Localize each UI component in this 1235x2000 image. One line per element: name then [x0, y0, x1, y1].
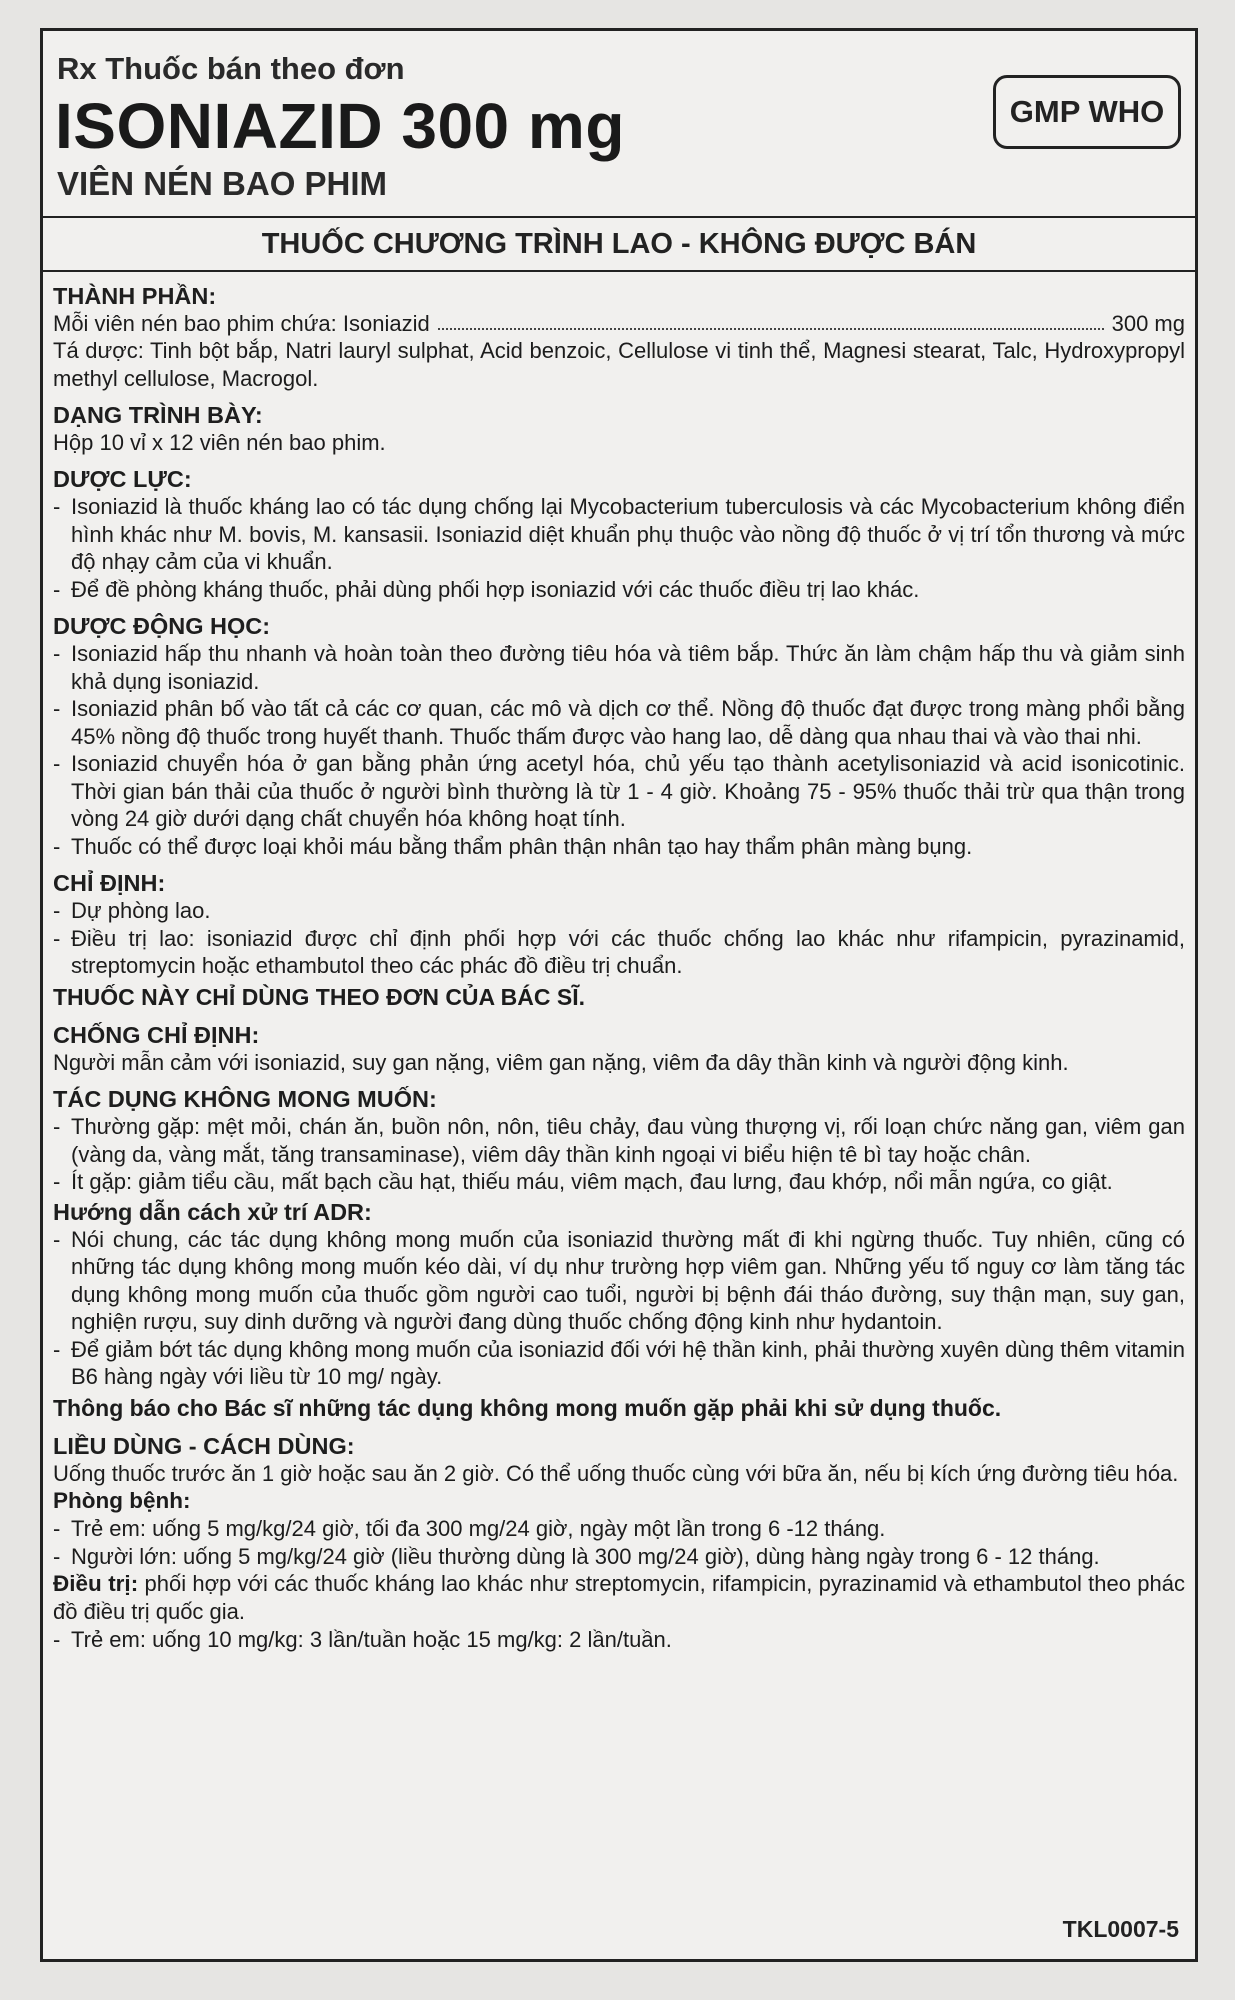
section-heading: DẠNG TRÌNH BÀY: [53, 402, 263, 428]
active-ingredient-row [53, 310, 1185, 337]
list-dash: - [53, 1226, 61, 1252]
list-item-text: Người lớn: uống 5 mg/kg/24 giờ (liều thường dùng là 300 mg/24 giờ), dùng hàng ngày trong 6 - 12 tháng. [71, 1543, 1100, 1569]
list-item-text: Isoniazid phân bố vào tất cả các cơ quan, các mô và dịch cơ thể. Nồng độ thuốc đạt được trong màng phổi bằng 45% nồng độ thuốc trong huyết thanh. Thuốc thấm được vào hang lao, dễ dàng qua nhau thai và vào thai nhi. [71, 696, 1185, 749]
list-item [53, 1543, 1185, 1571]
prevention-heading: Phòng bệnh: [53, 1488, 191, 1513]
section-heading: Hướng dẫn cách xử trí ADR: [53, 1198, 372, 1225]
leaflet-content [43, 272, 1195, 1653]
gmp-badge: GMP WHO [993, 75, 1181, 149]
list-dash: - [53, 925, 61, 951]
section-heading: LIỀU DÙNG - CÁCH DÙNG: [53, 1432, 355, 1459]
section-heading: THÀNH PHẦN: [53, 283, 217, 309]
list-item-text: Dự phòng lao. [71, 898, 211, 923]
list-item [53, 1515, 1185, 1543]
section-heading: CHỐNG CHỈ ĐỊNH: [53, 1021, 260, 1048]
program-notice: THUỐC CHƯƠNG TRÌNH LAO - KHÔNG ĐƯỢC BÁN [43, 218, 1195, 272]
list-item [53, 833, 1185, 861]
list-item [53, 925, 1185, 980]
list-dash: - [53, 751, 61, 776]
pharmacodynamics-section [53, 465, 1185, 603]
dot-leader [438, 328, 1104, 330]
list-dash: - [53, 494, 61, 519]
section-heading: CHỈ ĐỊNH: [53, 870, 166, 896]
list-dash: - [53, 576, 61, 602]
treatment-text: phối hợp với các thuốc kháng lao khác như streptomycin, rifampicin, pyrazinamid và ethambutol theo phác đồ điều trị quốc gia. [53, 1571, 1185, 1624]
dosage-form: VIÊN NÉN BAO PHIM [57, 165, 388, 202]
report-note: Thông báo cho Bác sĩ những tác dụng không mong muốn gặp phải khi sử dụng thuốc. [53, 1394, 1002, 1421]
leaflet-sheet [40, 28, 1198, 1962]
list-dash: - [53, 1516, 61, 1541]
list-dash: - [53, 898, 61, 923]
treatment-paragraph [53, 1570, 1185, 1626]
list-item-text: Để đề phòng kháng thuốc, phải dùng phối hợp isoniazid với các thuốc điều trị lao khác. [71, 576, 920, 602]
list-item [53, 897, 1185, 925]
list-item [53, 695, 1185, 750]
list-dash: - [53, 1169, 61, 1194]
contraindications-section [53, 1021, 1185, 1077]
leaflet-header [43, 31, 1195, 218]
list-item [53, 1626, 1185, 1654]
section-heading: TÁC DỤNG KHÔNG MONG MUỐN: [53, 1086, 437, 1112]
list-item-text: Thường gặp: mệt mỏi, chán ăn, buồn nôn, nôn, tiêu chảy, đau vùng thượng vị, rối loạn chức năng gan, viêm gan (vàng da, vàng mắt, tăng transaminase), viêm dây thần kinh ngoại vi biểu hiện tê bì tay hoặc chân. [71, 1114, 1185, 1167]
list-dash: - [53, 1543, 61, 1569]
dosage-intro: Uống thuốc trước ăn 1 giờ hoặc sau ăn 2 giờ. Có thể uống thuốc cùng với bữa ăn, nếu bị kích ứng đường tiêu hóa. [53, 1460, 1179, 1486]
pharmacokinetics-section [53, 612, 1185, 860]
adr-management-section [53, 1198, 1185, 1423]
list-dash: - [53, 696, 61, 721]
list-item [53, 1168, 1185, 1196]
excipients-text: Tá dược: Tinh bột bắp, Natri lauryl sulphat, Acid benzoic, Cellulose vi tinh thể, Magnesi stearat, Talc, Hydroxypropyl methyl cellulose, Macrogol. [53, 338, 1185, 391]
list-item-text: Thuốc có thể được loại khỏi máu bằng thẩm phân thận nhân tạo hay thẩm phân màng bụng. [71, 833, 973, 859]
product-name: ISONIAZID 300 mg [55, 90, 625, 162]
adverse-effects-section [53, 1085, 1185, 1196]
list-item-text: Trẻ em: uống 5 mg/kg/24 giờ, tối đa 300 mg/24 giờ, ngày một lần trong 6 -12 tháng. [71, 1516, 886, 1541]
list-item [53, 1226, 1185, 1336]
section-heading: DƯỢC LỰC: [53, 466, 192, 492]
treatment-label: Điều trị: [53, 1571, 139, 1596]
list-item-text: Điều trị lao: isoniazid được chỉ định phối hợp với các thuốc chống lao khác như rifampicin, pyrazinamid, streptomycin hoặc ethambutol theo các phác đồ điều trị chuẩn. [71, 925, 1185, 978]
active-ingredient-label: Mỗi viên nén bao phim chứa: Isoniazid [53, 311, 430, 336]
presentation-text: Hộp 10 vỉ x 12 viên nén bao phim. [53, 430, 386, 455]
prescription-note: THUỐC NÀY CHỈ DÙNG THEO ĐƠN CỦA BÁC SĨ. [53, 983, 586, 1010]
list-dash: - [53, 1336, 61, 1362]
composition-section [53, 282, 1185, 392]
list-item-text: Isoniazid hấp thu nhanh và hoàn toàn theo đường tiêu hóa và tiêm bắp. Thức ăn làm chậm hấp thu và giảm sinh khả dụng isoniazid. [71, 641, 1185, 694]
list-item [53, 1113, 1185, 1168]
list-dash: - [53, 1626, 61, 1652]
list-item-text: Để giảm bớt tác dụng không mong muốn của isoniazid đối với hệ thần kinh, phải thường xuyên dùng thêm vitamin B6 hàng ngày với liều từ 10 mg/ ngày. [71, 1336, 1185, 1389]
list-item [53, 1336, 1185, 1391]
list-item-text: Ít gặp: giảm tiểu cầu, mất bạch cầu hạt, thiếu máu, viêm mạch, đau lưng, đau khớp, nổi mẫn ngứa, co giật. [71, 1169, 1113, 1194]
active-ingredient-amount: 300 mg [1111, 311, 1185, 336]
list-item [53, 576, 1185, 604]
list-item-text: Isoniazid là thuốc kháng lao có tác dụng chống lại Mycobacterium tuberculosis và các Mycobacterium không điển hình khác như M. bovis, M. kansasii. Isoniazid diệt khuẩn phụ thuộc vào nồng độ thuốc ở vị trí tổn thương và mức độ nhạy cảm của vi khuẩn. [71, 494, 1185, 574]
dosage-section [53, 1432, 1185, 1654]
list-item [53, 493, 1185, 576]
list-item-text: Nói chung, các tác dụng không mong muốn của isoniazid thường mất đi khi ngừng thuốc. Tuy nhiên, cũng có những tác dụng không mong muốn kéo dài, ví dụ như trường hợp viêm gan. Những yếu tố nguy cơ làm tăng tác dụng không mong muốn của thuốc gồm người cao tuổi, người bị bệnh đái tháo đường, suy thận mạn, suy gan, nghiện rượu, suy dinh dưỡng và người đang dùng thuốc chống động kinh như hydantoin. [71, 1226, 1185, 1334]
section-heading: DƯỢC ĐỘNG HỌC: [53, 613, 271, 639]
list-dash: - [53, 1114, 61, 1139]
list-dash: - [53, 641, 61, 666]
rx-label: Rx Thuốc bán theo đơn [57, 51, 405, 86]
presentation-section [53, 401, 1185, 456]
list-item-text: Isoniazid chuyển hóa ở gan bằng phản ứng acetyl hóa, chủ yếu tạo thành acetylisoniazid và acid isonicotinic. Thời gian bán thải của thuốc ở người bình thường là từ 1 - 4 giờ. Khoảng 75 - 95% thuốc thải trừ qua thận trong vòng 24 giờ dưới dạng chất chuyển hóa không hoạt tính. [71, 751, 1185, 831]
list-dash: - [53, 833, 61, 859]
list-item-text: Trẻ em: uống 10 mg/kg: 3 lần/tuần hoặc 15 mg/kg: 2 lần/tuần. [71, 1626, 672, 1652]
list-item [53, 750, 1185, 833]
list-item [53, 640, 1185, 695]
document-code: TKL0007-5 [1062, 1916, 1179, 1942]
indications-section [53, 869, 1185, 1012]
contraindications-text: Người mẫn cảm với isoniazid, suy gan nặng, viêm gan nặng, viêm đa dây thần kinh và người động kinh. [53, 1049, 1069, 1075]
